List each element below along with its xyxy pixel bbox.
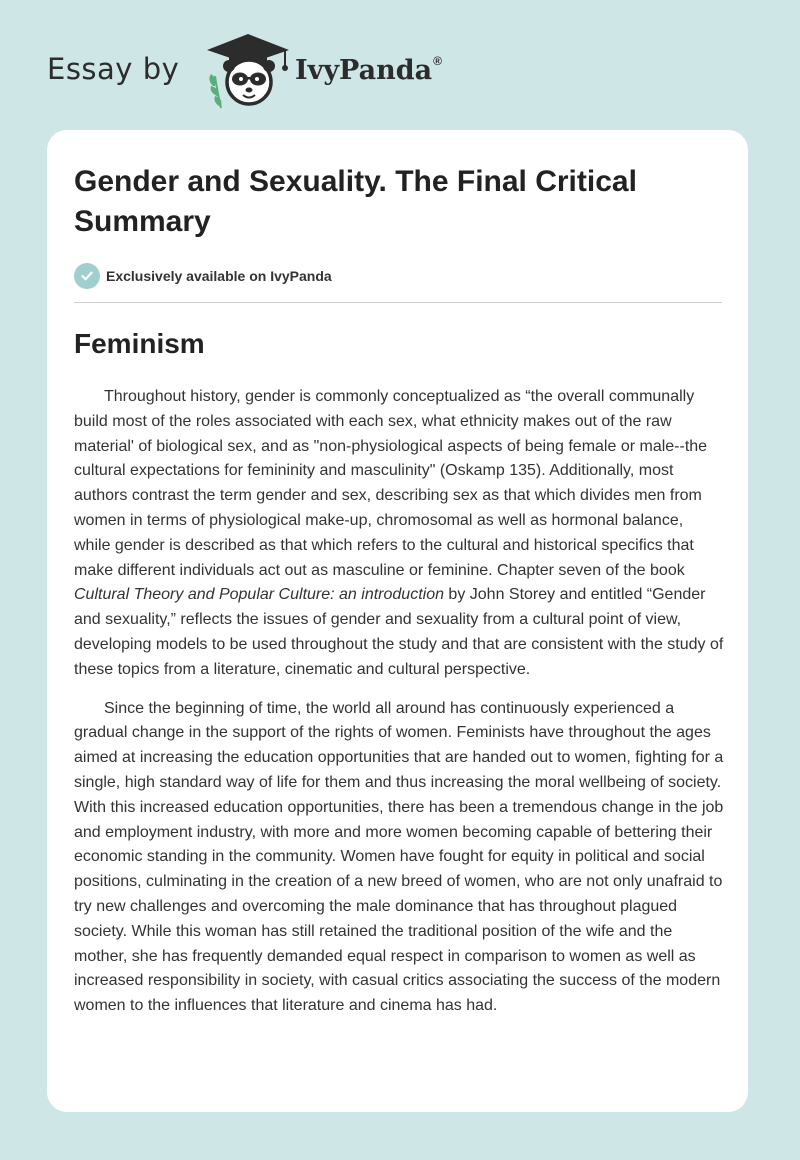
book-title: Cultural Theory and Popular Culture: an introduction (74, 586, 444, 604)
check-icon (74, 263, 100, 289)
site-header (47, 30, 547, 110)
divider (74, 302, 722, 303)
paragraph: Throughout history, gender is commonly conceptualized as “the overall communally build most of the roles associated with each sex, what ethnicity makes out of the raw material' of biological sex, and as "non-physiological aspects of being female or male--the cultural expectations for femininity and masculinity" (Oskamp 135). Additionally, most authors contrast the term gender and sex, describing sex as that which divides men from women in terms of physiological make-up, chromosomal as well as hormonal balance, while gender is described as that which refers to the cultural and historical specifics that make different individuals act out as masculine or feminine. Chapter seven of the book Cultural Theory and Popular Culture: an introduction by John Storey and entitled “Gender and sexuality,” reflects the issues of gender and sexuality from a cultural point of view, developing models to be used throughout the study and that are consistent with the study of these topics from a literature, cinematic and cultural perspective. (74, 388, 724, 678)
exclusive-badge (74, 263, 332, 289)
section-heading: Feminism (74, 328, 205, 359)
brand-logo-text: IvyPanda® (295, 54, 442, 86)
essay-card (47, 130, 748, 1112)
article-body (74, 385, 724, 1033)
page-title: Gender and Sexuality. The Final Critical Summary (74, 165, 637, 238)
paragraph: Since the beginning of time, the world all around has continuously experienced a gradual change in the support of the rights of women. Feminists have throughout the ages aimed at increasing the education opportunities that are handed out to women, fighting for a single, high standard way of life for them and thus increasing the moral wellbeing of society. With this increased education opportunities, there has been a tremendous change in the job and employment industry, with more and more women becoming capable of bettering their economic standing in the community. Women have fought for equity in political and social positions, culminating in the creation of a new breed of women, who are not only unafraid to try new challenges and overcoming the male dominance that has throughout plagued society. While this woman has still retained the traditional position of the wife and the mother, she has frequently demanded equal respect in comparison to women as well as increased responsibility in society, with casual critics associating the success of the modern women to the influences that literature and cinema has had. (74, 699, 724, 1015)
essay-by-label: Essay by (47, 52, 180, 86)
panda-graduate-icon (203, 30, 293, 110)
exclusive-label: Exclusively available on IvyPanda (106, 268, 332, 284)
